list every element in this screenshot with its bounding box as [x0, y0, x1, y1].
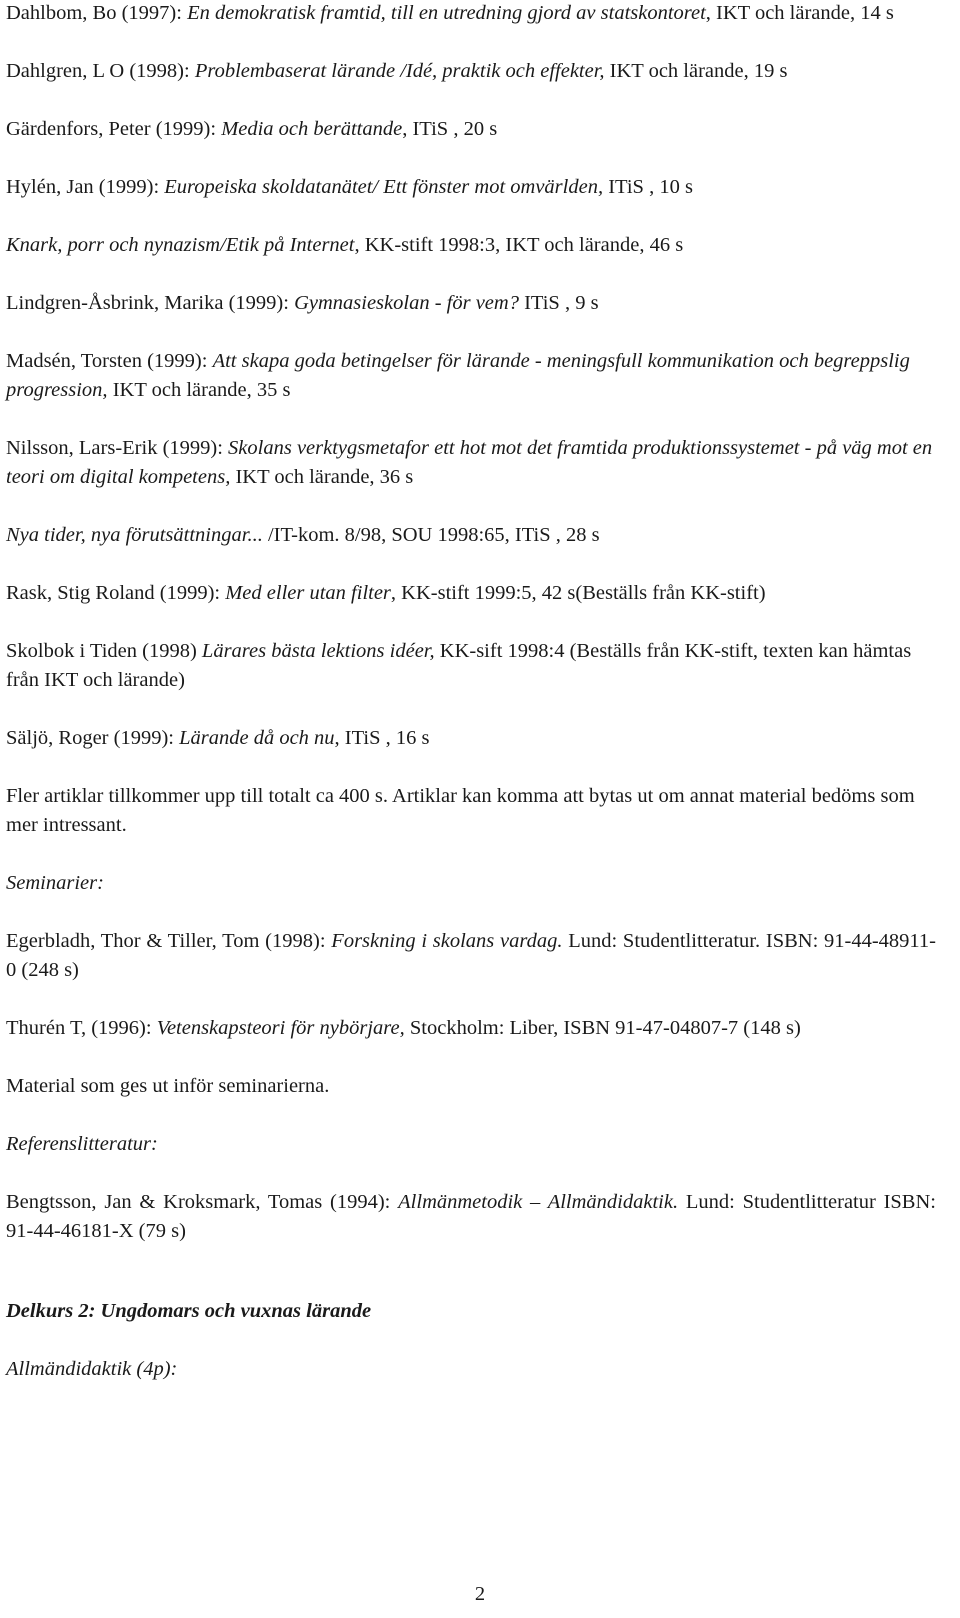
- seminar-entry: [6, 1014, 936, 1043]
- seminar-entry: [6, 927, 936, 985]
- reference-title: Europeiska skoldatanätet/ Ett fönster mot omvärlden,: [164, 176, 604, 198]
- reference-author: Bengtsson, Jan & Kroksmark, Tomas (1994):: [6, 1191, 399, 1213]
- section-heading-referenslitteratur: Referenslitteratur:: [6, 1133, 158, 1155]
- note-seminar: Material som ges ut inför seminarierna.: [6, 1075, 330, 1097]
- document-page: [6, 0, 936, 1413]
- section-heading-seminarier: Seminarier:: [6, 872, 104, 894]
- reference-title: Vetenskapsteori för nybörjare,: [156, 1017, 405, 1039]
- reference-source: /IT-kom. 8/98, SOU 1998:65, ITiS , 28 s: [262, 524, 600, 546]
- reference-source: , KK-stift 1999:5, 42 s(Beställs från KK-stift): [390, 582, 766, 604]
- reference-source: , IKT och lärande, 14 s: [705, 2, 894, 24]
- reference-author: Egerbladh, Thor & Tiller, Tom (1998):: [6, 930, 332, 952]
- reference-title: En demokratisk framtid, till en utredning gjord av statskontoret: [187, 2, 706, 24]
- reference-title: Lärares bästa lektions idéer,: [201, 640, 435, 662]
- reference-title: Nya tider, nya förutsättningar...: [6, 524, 263, 546]
- page-number: 2: [474, 1583, 486, 1605]
- reference-source: , ITiS , 16 s: [334, 727, 430, 749]
- reference-entry: [6, 57, 936, 86]
- reference-entry: [6, 434, 936, 492]
- reference-entry: [6, 0, 936, 28]
- reference-title: Att skapa goda betingelser för lärande - meningsfull kommunikation och begreppslig progression,: [6, 350, 910, 401]
- reference-entry: [6, 173, 936, 202]
- reference-source: Stockholm: Liber, ISBN 91-47-04807-7 (148 s): [404, 1017, 801, 1039]
- reference-author: Säljö, Roger (1999):: [6, 727, 180, 749]
- reference-author: Dahlgren, L O (1998):: [6, 60, 195, 82]
- reference-author: Madsén, Torsten (1999):: [6, 350, 213, 372]
- reference-title: Allmänmetodik – Allmändidaktik.: [398, 1191, 679, 1213]
- reference-author: Skolbok i Tiden (1998): [6, 640, 202, 662]
- reference-title: Problembaserat lärande /Idé, praktik och effekter,: [194, 60, 605, 82]
- reference-source: , KK-stift 1998:3, IKT och lärande, 46 s: [354, 234, 684, 256]
- referens-entry: [6, 1188, 936, 1246]
- reference-author: Gärdenfors, Peter (1999):: [6, 118, 222, 140]
- reference-title: Skolans verktygsmetafor ett hot mot det framtida produktionssystemet - på väg mot en teori om digital kompetens,: [6, 437, 933, 488]
- reference-title: Gymnasieskolan - för vem?: [294, 292, 519, 314]
- reference-source: Lund: Studentlitteratur. ISBN: 91-44-48911-0 (248 s): [6, 930, 936, 981]
- reference-source: IKT och lärande, 36 s: [230, 466, 414, 488]
- reference-author: Rask, Stig Roland (1999):: [6, 582, 226, 604]
- reference-entry: [6, 637, 936, 695]
- reference-entry: [6, 521, 936, 550]
- reference-source: Lund: Studentlitteratur ISBN: 91-44-46181-X (79 s): [6, 1191, 936, 1242]
- reference-title: Med eller utan filter: [225, 582, 391, 604]
- reference-source: KK-sift 1998:4 (Beställs från KK-stift, texten kan hämtas från IKT och lärande): [6, 640, 912, 691]
- reference-source: , ITiS , 20 s: [402, 118, 498, 140]
- reference-author: Thurén T, (1996):: [6, 1017, 157, 1039]
- reference-entry: [6, 231, 936, 260]
- allmandidaktik-heading: Allmändidaktik (4p):: [6, 1358, 178, 1380]
- reference-entry: [6, 579, 936, 608]
- reference-entry: [6, 289, 936, 318]
- reference-author: Dahlbom, Bo (1997):: [6, 2, 188, 24]
- reference-title: Lärande då och nu: [179, 727, 335, 749]
- reference-title: Knark, porr och nynazism/Etik på Internet: [6, 234, 355, 256]
- reference-author: Nilsson, Lars-Erik (1999):: [6, 437, 229, 459]
- reference-entry: [6, 115, 936, 144]
- reference-list-top: [6, 0, 936, 753]
- reference-entry: [6, 347, 936, 405]
- reference-source: ITiS , 10 s: [603, 176, 693, 198]
- reference-source: IKT och lärande, 35 s: [107, 379, 291, 401]
- reference-author: Lindgren-Åsbrink, Marika (1999):: [6, 292, 295, 314]
- delkurs-heading: Delkurs 2: Ungdomars och vuxnas lärande: [6, 1300, 372, 1322]
- reference-source: ITiS , 9 s: [518, 292, 599, 314]
- reference-title: Media och berättande: [221, 118, 403, 140]
- reference-author: Hylén, Jan (1999):: [6, 176, 165, 198]
- reference-title: Forskning i skolans vardag.: [331, 930, 563, 952]
- reference-entry: [6, 724, 936, 753]
- reference-source: IKT och lärande, 19 s: [604, 60, 788, 82]
- note-articles: Fler artiklar tillkommer upp till totalt ca 400 s. Artiklar kan komma att bytas ut om annat material bedöms som mer intressant.: [6, 785, 915, 836]
